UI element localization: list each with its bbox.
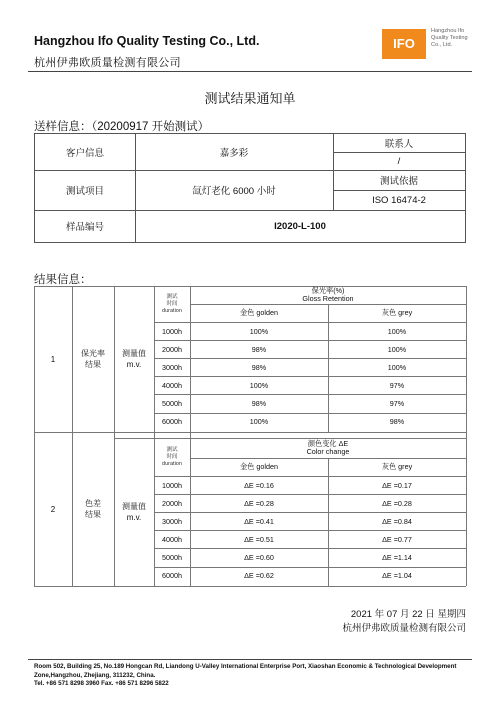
group-2-golden-value-cell: ΔE =0.51 xyxy=(244,534,274,544)
sample-no-label: 样品编号 xyxy=(65,222,104,233)
footer-divider xyxy=(28,659,472,660)
group-2-grey-value-cell: ΔE =0.77 xyxy=(382,534,412,544)
group-1-duration-cell: 5000h xyxy=(162,398,182,408)
group-1-golden-header: 金色 golden xyxy=(240,308,278,317)
results-table xyxy=(34,286,466,586)
group-2-grey-value-cell: ΔE =1.14 xyxy=(382,552,412,562)
group-1-duration-cell: 6000h xyxy=(162,417,182,426)
contact-value: / xyxy=(397,155,401,167)
group-1-duration-cell: 3000h xyxy=(162,362,182,372)
group-1-golden-value-cell: 98% xyxy=(251,398,267,408)
group-2-measured: 测量值 m.v. xyxy=(122,502,146,522)
group-1-grey-value-cell: 97% xyxy=(389,398,405,408)
basis-value: ISO 16474-2 xyxy=(372,194,426,206)
group-1-golden-value-cell: 98% xyxy=(251,344,267,354)
ifo-logo: IFO xyxy=(382,29,426,59)
group-1-grey-header: 灰色 grey xyxy=(381,308,413,317)
client-value: 嘉多彩 xyxy=(219,148,249,159)
group-1-golden-value-cell: 100% xyxy=(249,380,269,390)
footer-phone-fax: Tel. +86 571 8298 3960 Fax. +86 571 8296 5822 xyxy=(34,680,169,687)
group-2-golden-value-cell: ΔE =0.16 xyxy=(244,480,274,490)
results-heading: 结果信息： xyxy=(34,274,92,286)
footer-address: Room 502, Building 25, No.189 Hongcan Rd, Liandong U-Valley International Enterprise Port, Xiaoshan Economic & Technological Development Zone,Hangzhou, Zhejiang, 311232, China. xyxy=(34,663,457,679)
group-1-measured: 测量值 m.v. xyxy=(122,349,146,369)
group-1-metric-header: 保光率(%) Gloss Retention xyxy=(302,286,354,303)
test-item-value: 氙灯老化 6000 小时 xyxy=(192,186,276,197)
group-2-golden-value-cell: ΔE =0.62 xyxy=(244,571,274,580)
group-2-grey-value-cell: ΔE =0.17 xyxy=(382,480,412,490)
document-title: 测试结果通知单 xyxy=(204,91,296,106)
client-label: 客户信息 xyxy=(65,148,104,159)
company-name-en: Hangzhou Ifo Quality Testing Co., Ltd. xyxy=(34,34,260,48)
group-2-grey-value-cell: ΔE =1.04 xyxy=(382,571,412,580)
group-2-grey-value-cell: ΔE =0.84 xyxy=(382,516,412,526)
group-2-duration-cell: 4000h xyxy=(162,534,182,544)
group-2-name: 色差 结果 xyxy=(85,499,101,519)
group-1-duration-cell: 1000h xyxy=(162,326,182,336)
group-1-grey-value-cell: 100% xyxy=(387,344,407,354)
test-item-label: 测试项目 xyxy=(65,186,104,197)
group-1-golden-value-cell: 100% xyxy=(249,417,269,426)
group-2-golden-value-cell: ΔE =0.28 xyxy=(244,498,274,508)
logo-caption: Hangzhou Ifo Quality Testing Co., Ltd. xyxy=(431,28,468,48)
group-2-duration-header: 测试 时间 duration xyxy=(162,446,182,467)
group-1-grey-value-cell: 100% xyxy=(387,362,407,372)
sample-no-value: I2020-L-100 xyxy=(274,220,326,232)
group-1-grey-value-cell: 97% xyxy=(389,380,405,390)
group-2-duration-cell: 3000h xyxy=(162,516,182,526)
group-2-index: 2 xyxy=(50,504,56,514)
header-divider xyxy=(28,71,472,72)
sample-info-table xyxy=(34,133,466,243)
group-1-name: 保光率 结果 xyxy=(81,349,105,369)
report-date: 2021 年 07 月 22 日 星期四 xyxy=(350,609,466,620)
group-1-golden-value-cell: 100% xyxy=(249,326,269,336)
group-1-duration-cell: 4000h xyxy=(162,380,182,390)
group-1-golden-value-cell: 98% xyxy=(251,362,267,372)
group-1-duration-cell: 2000h xyxy=(162,344,182,354)
group-2-grey-value-cell: ΔE =0.28 xyxy=(382,498,412,508)
footer-contact xyxy=(34,663,474,689)
group-2-duration-cell: 5000h xyxy=(162,552,182,562)
group-2-golden-value-cell: ΔE =0.60 xyxy=(244,552,274,562)
sample-info-heading: 送样信息：（20200917 开始测试） xyxy=(34,121,210,133)
group-1-grey-value-cell: 98% xyxy=(389,417,405,426)
group-1-duration-header: 测试 时间 duration xyxy=(162,293,182,314)
group-2-duration-cell: 1000h xyxy=(162,480,182,490)
group-2-duration-cell: 6000h xyxy=(162,571,182,580)
group-2-metric-header: 颜色变化 ΔE Color change xyxy=(306,439,350,456)
group-1-grey-value-cell: 100% xyxy=(387,326,407,336)
group-2-duration-cell: 2000h xyxy=(162,498,182,508)
group-2-golden-header: 金色 golden xyxy=(240,462,278,471)
issuer-signature: 杭州伊弗欧质量检测有限公司 xyxy=(342,623,466,634)
group-1-index: 1 xyxy=(50,354,56,364)
company-name-cn: 杭州伊弗欧质量检测有限公司 xyxy=(34,57,181,69)
basis-label: 测试依据 xyxy=(379,176,418,187)
contact-label: 联系人 xyxy=(384,139,414,150)
group-2-grey-header: 灰色 grey xyxy=(381,462,413,471)
group-2-golden-value-cell: ΔE =0.41 xyxy=(244,516,274,526)
